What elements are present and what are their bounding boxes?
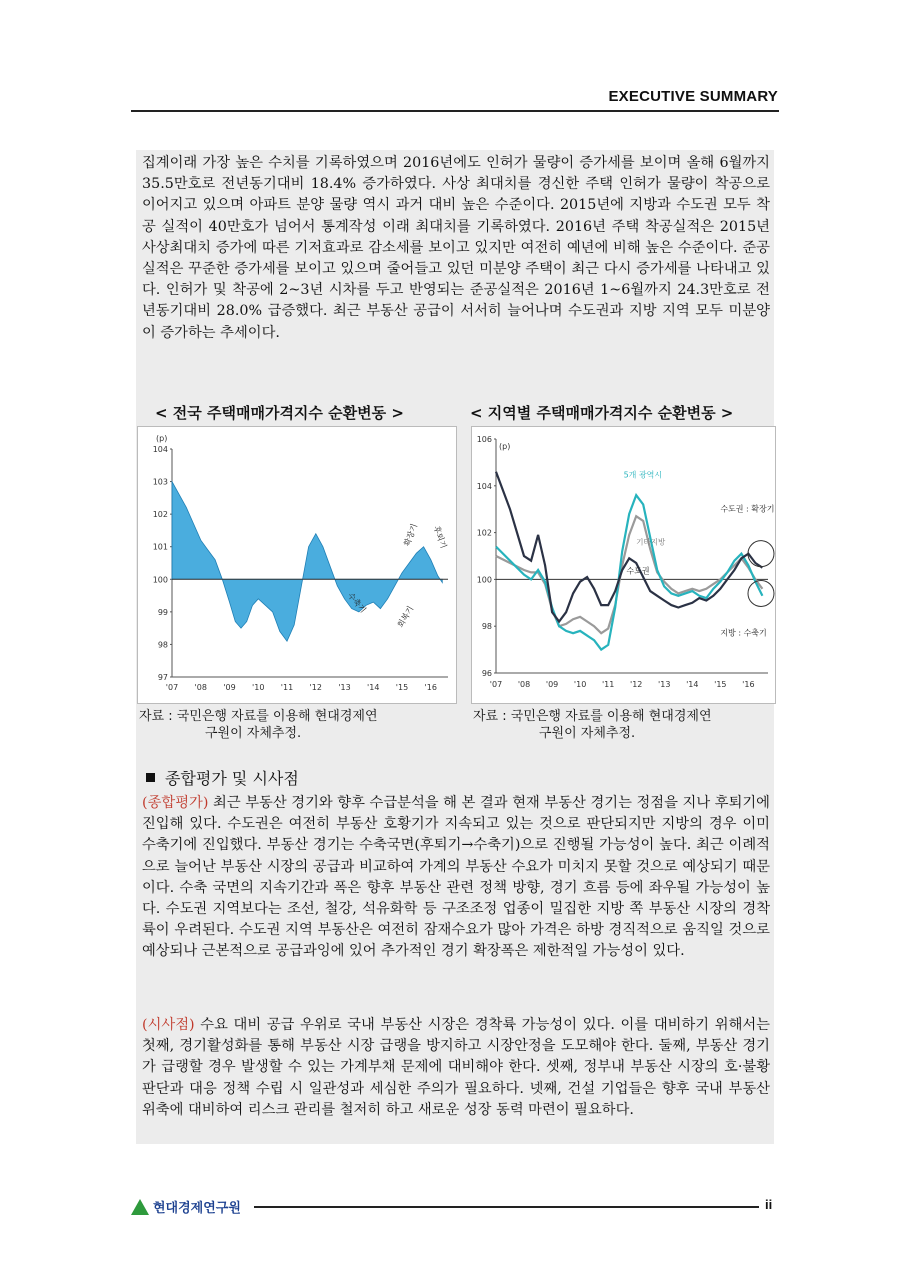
y-tick-label: 100	[476, 575, 492, 585]
annotation-local-contraction: 지방 : 수축기	[720, 628, 767, 638]
logo-triangle-icon	[131, 1199, 149, 1215]
x-tick-label: '11	[280, 683, 294, 692]
right-source-line1: 자료 : 국민은행 자료를 이용해 현대경제연	[473, 709, 712, 724]
paragraph-implications	[142, 1015, 770, 1121]
annotation-recovery: 회복기	[395, 604, 416, 630]
footer-rule	[254, 1206, 759, 1208]
header-rule	[131, 110, 779, 112]
x-tick-label: '15	[395, 683, 409, 692]
paragraph-evaluation	[142, 793, 770, 963]
annotation-metro: 5개 광역시	[623, 470, 663, 480]
y-tick-label: 102	[476, 528, 492, 538]
left-chart-source	[139, 708, 461, 742]
paragraph-intro: 집계이래 가장 높은 수치를 기록하였으며 2016년에도 인허가 물량이 증가세를 보이며 올해 6월까지 35.5만호로 전년동기대비 18.4% 증가하였다. 사상 최대치를 경신한 주택 인허가 물량이 착공으로 이어지고 있으며 아파트 분양 물량 역시 과거 대비 높은 수준이다. 2015년에 지방과 수도권 모두 착공 실적이 40만호가 넘어서 통계작성 이래 최대치를 기록하였다. 2016년 주택 착공실적은 2015년 사상최대치 증가에 따른 기저효과로 감소세를 보이고 있지만 여전히 예년에 비해 높은 수준이다. 준공실적은 꾸준한 증가세를 보이고 있으며 줄어들고 있던 미분양 주택이 최근 다시 증가세를 나타내고 있다. 인허가 및 착공에 2~3년 시차를 두고 반영되는 준공실적은 2016년 1~6월까지 24.3만호로 전년동기대비 28.0% 급증했다. 최근 부동산 공급이 서서히 늘어나며 수도권과 지방 지역 모두 미분양이 증가하는 추세이다.	[142, 155, 770, 341]
x-tick-label: '16	[742, 680, 755, 689]
annotation-capital: 수도권	[626, 566, 650, 576]
annotation-capital-expansion: 수도권 : 확장기	[720, 504, 775, 514]
unit-label: (p)	[156, 434, 168, 443]
unit-label: (p)	[499, 442, 511, 451]
x-tick-label: '13	[338, 683, 351, 692]
y-tick-label: 97	[157, 673, 168, 682]
annotation-recession: 후퇴기	[431, 524, 449, 550]
implications-tag: (시사점)	[142, 1017, 195, 1033]
y-tick-label: 106	[476, 435, 492, 444]
left-chart-svg	[138, 427, 456, 703]
right-chart-svg	[472, 427, 775, 703]
x-tick-label: '08	[517, 680, 531, 689]
y-tick-label: 102	[152, 510, 168, 520]
x-tick-label: '14	[367, 683, 380, 692]
y-tick-label: 98	[157, 640, 168, 650]
y-tick-label: 98	[481, 622, 492, 632]
x-tick-label: '13	[658, 680, 671, 689]
x-tick-label: '10	[252, 683, 265, 692]
x-tick-label: '08	[194, 683, 207, 692]
logo-text: 현대경제연구원	[153, 1201, 241, 1216]
evaluation-text: 최근 부동산 경기와 향후 수급분석을 해 본 결과 현재 부동산 경기는 정점을 지나 후퇴기에 진입해 있다. 수도권은 여전히 부동산 호황기가 지속되고 있는 것으로 판단되지만 지방의 경우 이미 수축기에 진입했다. 부동산 경기는 수축국면(후퇴기→수축기)으로 진행될 가능성이 높다. 최근 이례적으로 늘어난 부동산 시장의 공급과 비교하여 가계의 부동산 수요가 미치지 못할 것으로 예상되기 때문이다. 수축 국면의 지속기간과 폭은 향후 부동산 관련 정책 방향, 경기 흐름 등에 좌우될 가능성이 높다. 수도권 지역보다는 조선, 철강, 석유화학 등 구조조정 업종이 밀집한 지방 쪽 부동산 시장의 경착륙이 우려된다. 수도권 지역 부동산은 여전히 잠재수요가 많아 가격은 하방 경직적으로 움직일 것으로 예상되나 근본적으로 공급과잉에 있어 추가적인 경기 확장폭은 제한적일 가능성이 있다.	[142, 795, 770, 960]
section-title: 종합평가 및 시사점	[165, 769, 299, 788]
series-line	[496, 472, 762, 622]
footer-logo	[131, 1197, 241, 1216]
x-tick-label: '09	[223, 683, 236, 692]
y-tick-label: 104	[152, 445, 168, 454]
left-source-line1: 자료 : 국민은행 자료를 이용해 현대경제연	[139, 709, 378, 724]
x-tick-label: '16	[424, 683, 437, 692]
x-tick-label: '09	[545, 680, 559, 689]
x-tick-label: '11	[601, 680, 615, 689]
y-tick-label: 99	[157, 607, 168, 617]
section-heading	[146, 766, 299, 789]
x-tick-label: '15	[714, 680, 727, 689]
header-title: EXECUTIVE SUMMARY	[608, 88, 778, 105]
right-source-line2: 구원이 자체추정.	[539, 726, 636, 741]
y-tick-label: 101	[152, 542, 168, 552]
x-tick-label: '10	[573, 680, 587, 689]
page-number: ii	[765, 1197, 773, 1212]
right-chart-title: < 지역별 주택매매가격지수 순환변동 >	[470, 404, 734, 422]
implications-text: 수요 대비 공급 우위로 국내 부동산 시장은 경착륙 가능성이 있다. 이를 대비하기 위해서는 첫째, 경기활성화를 통해 부동산 시장 급랭을 방지하고 시장안정을 도모해야 한다. 둘째, 부동산 경기가 급랭할 경우 발생할 수 있는 가계부채 문제에 대비해야 한다. 셋째, 정부내 부동산 시장의 호·불황 판단과 대응 정책 수립 시 일관성과 세심한 주의가 필요하다. 넷째, 건설 기업들은 향후 국내 부동산 위축에 대비하여 리스크 관리를 철저히 하고 새로운 성장 동력 마련이 필요하다.	[142, 1017, 770, 1118]
highlight-circle-capital	[748, 541, 774, 567]
x-tick-label: '12	[630, 680, 643, 689]
right-chart	[471, 426, 776, 704]
annotation-expansion: 확장기	[402, 522, 419, 548]
x-tick-label: '12	[309, 683, 322, 692]
y-tick-label: 104	[476, 481, 492, 491]
x-tick-label: '07	[489, 680, 503, 689]
x-tick-label: '07	[165, 683, 179, 692]
annotation-other-regions: 기타지방	[636, 537, 666, 547]
left-chart	[137, 426, 457, 704]
x-tick-label: '14	[686, 680, 699, 689]
right-chart-source	[473, 708, 775, 742]
y-tick-label: 100	[152, 575, 168, 585]
square-bullet-icon	[146, 773, 155, 782]
annotation-contraction: 수축기	[345, 591, 368, 615]
y-tick-label: 103	[152, 477, 168, 487]
left-source-line2: 구원이 자체추정.	[205, 726, 302, 741]
left-chart-title: < 전국 주택매매가격지수 순환변동 >	[155, 404, 404, 422]
evaluation-tag: (종합평가)	[142, 795, 209, 811]
y-tick-label: 96	[481, 669, 492, 678]
